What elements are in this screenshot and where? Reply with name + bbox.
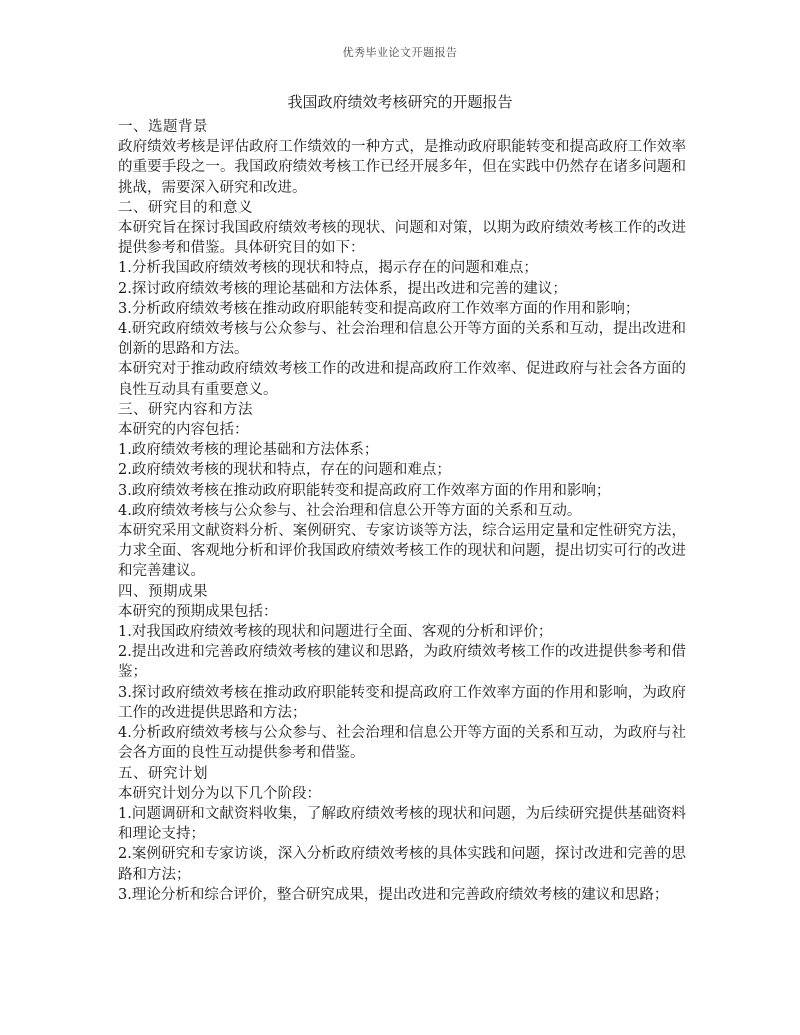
- purpose-item: 2.探讨政府绩效考核的理论基础和方法体系，提出改进和完善的建议；: [118, 280, 567, 297]
- plan-item: 3.理论分析和综合评价，整合研究成果，提出改进和完善政府绩效考核的建议和思路；: [118, 886, 669, 903]
- running-header: 优秀毕业论文开题报告: [342, 46, 458, 59]
- outcomes-item: 2.提出改进和完善政府绩效考核的建议和思路，为政府绩效考核工作的改进提供参考和借鉴；: [118, 644, 686, 681]
- outcomes-item: 4.分析政府绩效考核与公众参与、社会治理和信息公开等方面的关系和互动，为政府与社会各方面的良性互动提供参考和借鉴。: [118, 725, 686, 762]
- section-heading-background: 一、选题背景: [118, 119, 208, 135]
- content-item: 1.政府绩效考核的理论基础和方法体系；: [118, 442, 379, 459]
- background-paragraph: 政府绩效考核是评估政府工作绩效的一种方式，是推动政府职能转变和提高政府工作效率的重要手段之一。我国政府绩效考核工作已经开展多年，但在实践中仍然存在诸多问题和挑战，需要深入研究和改进。: [118, 139, 686, 196]
- purpose-intro: 本研究旨在探讨我国政府绩效考核的现状、问题和对策，以期为政府绩效考核工作的改进提供参考和借鉴。具体研究目的如下：: [118, 220, 686, 257]
- section-heading-plan: 五、研究计划: [118, 765, 208, 782]
- section-heading-outcomes: 四、预期成果: [118, 583, 208, 600]
- outcomes-item: 1.对我国政府绩效考核的现状和问题进行全面、客观的分析和评价；: [118, 624, 553, 641]
- content-intro: 本研究的内容包括：: [118, 422, 249, 439]
- purpose-item: 4.研究政府绩效考核与公众参与、社会治理和信息公开等方面的关系和互动，提出改进和创新的思路和方法。: [118, 321, 686, 358]
- section-heading-content: 三、研究内容和方法: [118, 401, 253, 418]
- purpose-item: 3.分析政府绩效考核在推动政府职能转变和提高政府工作效率方面的作用和影响；: [118, 300, 640, 317]
- content-item: 2.政府绩效考核的现状和特点，存在的问题和难点；: [118, 462, 451, 479]
- content-item: 3.政府绩效考核在推动政府职能转变和提高政府工作效率方面的作用和影响；: [118, 482, 611, 499]
- section-heading-purpose: 二、研究目的和意义: [118, 199, 253, 216]
- content-item: 4.政府绩效考核与公众参与、社会治理和信息公开等方面的关系和互动。: [118, 502, 582, 519]
- document-title: 我国政府绩效考核研究的开题报告: [287, 93, 513, 111]
- plan-item: 2.案例研究和专家访谈，深入分析政府绩效考核的具体实践和问题，探讨改进和完善的思路和方法；: [118, 846, 686, 883]
- purpose-item: 1.分析我国政府绩效考核的现状和特点，揭示存在的问题和难点；: [118, 260, 538, 277]
- purpose-closing: 本研究对于推动政府绩效考核工作的改进和提高政府工作效率、促进政府与社会各方面的良性互动具有重要意义。: [118, 361, 686, 398]
- plan-item: 1.问题调研和文献资料收集，了解政府绩效考核的现状和问题，为后续研究提供基础资料和理论支持；: [118, 805, 686, 843]
- outcomes-intro: 本研究的预期成果包括：: [118, 603, 278, 620]
- plan-intro: 本研究计划分为以下几个阶段：: [118, 785, 321, 802]
- outcomes-item: 3.探讨政府绩效考核在推动政府职能转变和提高政府工作效率方面的作用和影响，为政府工作的改进提供思路和方法；: [118, 684, 686, 721]
- content-methods: 本研究采用文献资料分析、案例研究、专家访谈等方法，综合运用定量和定性研究方法，力求全面、客观地分析和评价我国政府绩效考核工作的现状和问题，提出切实可行的改进和完善建议。: [118, 523, 686, 580]
- document-body: [118, 117, 686, 905]
